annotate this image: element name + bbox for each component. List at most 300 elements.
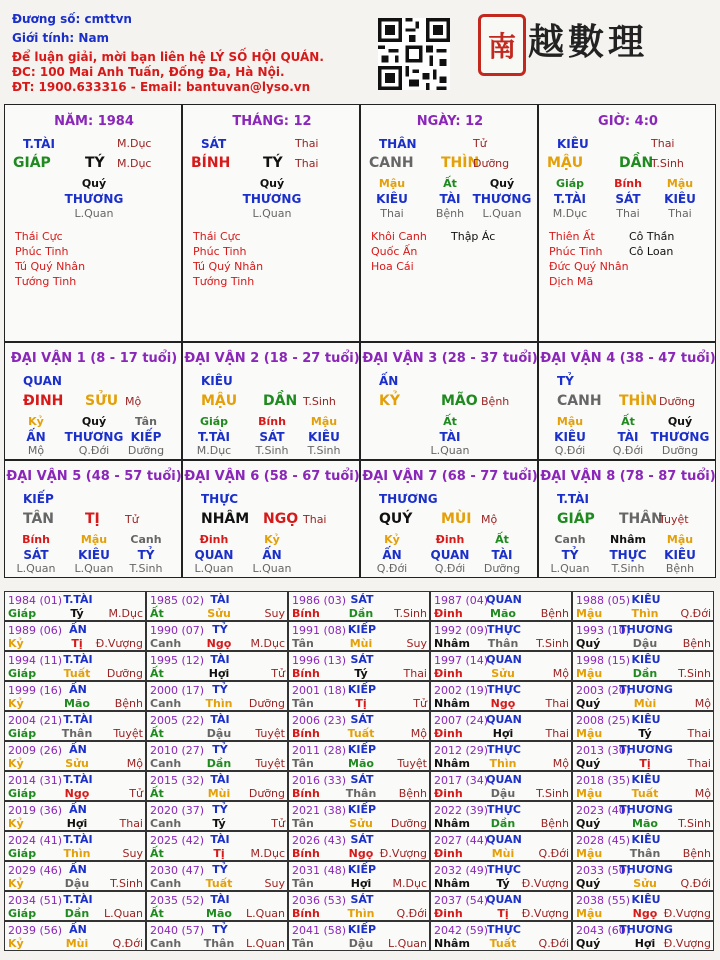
dai-van-branch: THÂN xyxy=(619,511,663,527)
dai-van-title: ĐẠI VẬN 5 (48 - 57 tuổi) xyxy=(6,469,182,484)
dai-van-state: Thai xyxy=(303,513,327,526)
year-stem: Bính xyxy=(292,787,320,800)
year-label: 2028 (45) xyxy=(576,834,631,847)
year-cell xyxy=(572,891,714,921)
year-cell xyxy=(4,651,146,681)
hidden-god: KIÊU xyxy=(78,548,110,562)
year-god: ẤN xyxy=(69,803,87,816)
year-branch: Sửu xyxy=(633,877,657,890)
year-state: Thai xyxy=(545,727,569,740)
year-label: 2001 (18) xyxy=(292,684,347,697)
year-stem: Đinh xyxy=(434,907,463,920)
year-god: ẤN xyxy=(69,683,87,696)
year-stem: Bính xyxy=(292,847,320,860)
hidden-stem: Ất xyxy=(495,533,509,546)
year-label: 2004 (21) xyxy=(8,714,63,727)
dai-van-god: THƯƠNG xyxy=(379,492,438,506)
year-cell xyxy=(572,591,714,621)
year-god: ẤN xyxy=(69,623,87,636)
year-stem: Nhâm xyxy=(434,697,470,710)
dai-van-branch: SỬU xyxy=(85,393,119,409)
year-state: Đ.Vượng xyxy=(663,937,711,950)
pillar-cell xyxy=(4,104,182,342)
year-label: 2023 (40) xyxy=(576,804,631,817)
hidden-stem: Bính xyxy=(614,177,642,190)
year-stem: Canh xyxy=(150,637,182,650)
year-stem: Bính xyxy=(292,607,320,620)
year-stem: Đinh xyxy=(434,727,463,740)
year-god: KIÊU xyxy=(631,773,661,786)
dai-van-state: Mộ xyxy=(481,513,498,526)
year-branch: Ngọ xyxy=(490,697,516,710)
year-god: THỰC xyxy=(487,623,521,636)
year-cell xyxy=(4,711,146,741)
year-god: QUAN xyxy=(486,773,522,786)
star-item: Dịch Mã xyxy=(549,275,594,288)
star-item: Thái Cực xyxy=(193,230,241,243)
year-label: 2043 (60) xyxy=(576,924,631,937)
dai-van-stem: MẬU xyxy=(201,393,238,409)
year-cell xyxy=(288,711,430,741)
star-item: Thiên Ất xyxy=(549,230,595,243)
year-branch: Thân xyxy=(629,847,661,860)
year-stem: Quý xyxy=(576,937,601,950)
year-cell xyxy=(4,771,146,801)
year-state: Đ.Vượng xyxy=(379,847,427,860)
pillar-god: T.TÀI xyxy=(23,137,55,151)
star-item: Khôi Canh xyxy=(371,230,427,243)
year-god: QUAN xyxy=(486,833,522,846)
year-stem: Ất xyxy=(150,667,164,680)
year-branch: Tị xyxy=(639,757,651,770)
hidden-state: Bệnh xyxy=(435,207,465,220)
year-god: THƯƠNG xyxy=(619,863,673,876)
year-branch: Mùi xyxy=(65,937,89,950)
year-god: TỶ xyxy=(212,863,228,876)
dai-van-title: ĐẠI VẬN 8 (78 - 87 tuổi) xyxy=(540,469,716,484)
year-state: Mộ xyxy=(552,757,569,770)
dai-van-stem: NHÂM xyxy=(201,511,250,527)
hidden-god: SÁT xyxy=(23,548,49,562)
year-label: 2022 (39) xyxy=(434,804,489,817)
year-cell xyxy=(288,891,430,921)
year-cell xyxy=(572,711,714,741)
year-god: THƯƠNG xyxy=(619,923,673,936)
year-label: 2026 (43) xyxy=(292,834,347,847)
year-branch: Dần xyxy=(632,667,658,680)
dai-van-branch: THÌN xyxy=(619,393,658,409)
year-label: 2035 (52) xyxy=(150,894,205,907)
year-cell xyxy=(572,621,714,651)
year-state: M.Dục xyxy=(392,877,427,890)
year-state: Thai xyxy=(403,667,427,680)
year-state: Q.Đới xyxy=(680,607,711,620)
year-state: Tử xyxy=(271,817,285,830)
year-cell xyxy=(430,891,572,921)
year-branch: Dậu xyxy=(64,877,90,890)
year-cell xyxy=(572,771,714,801)
hidden-god: THƯƠNG xyxy=(64,192,124,206)
year-cell xyxy=(288,861,430,891)
year-label: 2021 (38) xyxy=(292,804,347,817)
dai-van-stem: KỶ xyxy=(379,393,400,409)
hidden-stem: Ất xyxy=(443,177,457,190)
pillar-god: KIÊU xyxy=(557,137,589,151)
dai-van-branch: TỊ xyxy=(85,511,100,527)
year-stem: Bính xyxy=(292,667,320,680)
year-god: TỶ xyxy=(212,803,228,816)
year-state: Q.Đới xyxy=(396,907,427,920)
year-cell xyxy=(146,681,288,711)
hidden-god: SÁT xyxy=(615,192,641,206)
year-branch: Sửu xyxy=(491,667,515,680)
year-stem: Kỷ xyxy=(8,757,24,770)
hidden-god: KIẾP xyxy=(130,430,162,444)
pillar-branch: DẦN xyxy=(619,155,654,171)
pillar-cell xyxy=(538,104,716,342)
year-stem: Giáp xyxy=(8,787,37,800)
year-label: 2013 (30) xyxy=(576,744,631,757)
year-state: Q.Đới xyxy=(680,877,711,890)
year-stem: Bính xyxy=(292,727,320,740)
year-state: Tử xyxy=(413,697,427,710)
year-god: SÁT xyxy=(350,773,374,786)
year-cell xyxy=(430,741,572,771)
year-stem: Canh xyxy=(150,877,182,890)
year-cell xyxy=(146,891,288,921)
year-state: Tuyệt xyxy=(397,757,427,770)
pillar-stem: CANH xyxy=(369,155,414,171)
year-label: 2017 (34) xyxy=(434,774,489,787)
year-state: Suy xyxy=(264,877,285,890)
year-label: 2010 (27) xyxy=(150,744,205,757)
year-stem: Quý xyxy=(576,637,601,650)
dai-van-cell xyxy=(538,460,716,578)
year-stem: Đinh xyxy=(434,847,463,860)
pillar-stem: GIÁP xyxy=(13,155,51,171)
year-god: THỰC xyxy=(487,683,521,696)
hidden-god: THƯƠNG xyxy=(242,192,302,206)
hidden-god: ẤN xyxy=(382,548,402,562)
hidden-stem: Giáp xyxy=(199,415,229,428)
year-label: 1996 (13) xyxy=(292,654,347,667)
hidden-stem: Mậu xyxy=(310,415,338,428)
year-label: 1997 (14) xyxy=(434,654,489,667)
hidden-god: TÀI xyxy=(491,548,513,562)
year-label: 2036 (53) xyxy=(292,894,347,907)
year-label: 2016 (33) xyxy=(292,774,347,787)
pillar-branch-state: T.Sinh xyxy=(651,157,684,170)
year-label: 2042 (59) xyxy=(434,924,489,937)
hidden-stem: Quý xyxy=(81,415,107,428)
year-label: 2031 (48) xyxy=(292,864,347,877)
dai-van-cell xyxy=(360,342,538,460)
year-cell xyxy=(430,831,572,861)
year-stem: Tân xyxy=(292,877,314,890)
star-item: Tú Quý Nhân xyxy=(15,260,86,273)
year-label: 1992 (09) xyxy=(434,624,489,637)
year-state: Dưỡng xyxy=(248,697,285,710)
year-god: ẤN xyxy=(69,743,87,756)
dai-van-branch: MÙI xyxy=(441,511,472,527)
pillar-god: THÂN xyxy=(379,137,417,151)
year-stem: Canh xyxy=(150,817,182,830)
year-god: THỰC xyxy=(487,803,521,816)
year-stem: Nhâm xyxy=(434,877,470,890)
year-cell xyxy=(146,711,288,741)
dai-van-stem: GIÁP xyxy=(557,511,595,527)
year-state: Dưỡng xyxy=(106,667,143,680)
year-god: KIÊU xyxy=(631,653,661,666)
year-stem: Nhâm xyxy=(434,757,470,770)
year-state: Mộ xyxy=(410,727,427,740)
year-branch: Tuất xyxy=(631,787,659,800)
year-cell xyxy=(572,741,714,771)
year-label: 2018 (35) xyxy=(576,774,631,787)
year-stem: Giáp xyxy=(8,907,37,920)
hidden-god: KIÊU xyxy=(308,430,340,444)
year-label: 2014 (31) xyxy=(8,774,63,787)
year-stem: Ất xyxy=(150,787,164,800)
year-label: 2006 (23) xyxy=(292,714,347,727)
year-cell xyxy=(4,801,146,831)
hidden-stem: Ất xyxy=(621,415,635,428)
year-state: Đ.Vượng xyxy=(663,907,711,920)
hidden-god: THƯƠNG xyxy=(472,192,532,206)
year-branch: Mùi xyxy=(207,787,231,800)
year-state: Bệnh xyxy=(682,847,711,860)
hidden-stem: Đinh xyxy=(435,533,465,546)
dai-van-title: ĐẠI VẬN 6 (58 - 67 tuổi) xyxy=(184,469,360,484)
hidden-state: L.Quan xyxy=(252,562,292,575)
hidden-stem: Mậu xyxy=(556,415,584,428)
pillar-title: GIỜ: 4:0 xyxy=(598,114,658,129)
year-god: QUAN xyxy=(486,593,522,606)
hidden-god: TÀI xyxy=(439,430,461,444)
year-god: TÀI xyxy=(210,593,230,606)
year-cell xyxy=(430,861,572,891)
year-stem: Mậu xyxy=(576,907,603,920)
gender-line: Giới tính: Nam xyxy=(12,31,110,45)
year-stem: Mậu xyxy=(576,847,603,860)
dai-van-state: T.Sinh xyxy=(303,395,336,408)
dai-van-cell xyxy=(538,342,716,460)
year-stem: Ất xyxy=(150,907,164,920)
seal-logo: 南 xyxy=(478,14,526,76)
year-label: 2027 (44) xyxy=(434,834,489,847)
year-cell xyxy=(4,741,146,771)
star-item: Tướng Tinh xyxy=(15,275,77,288)
year-stem: Giáp xyxy=(8,607,37,620)
year-cell xyxy=(288,621,430,651)
year-stem: Nhâm xyxy=(434,817,470,830)
year-god: KIẾP xyxy=(347,623,377,636)
year-label: 2024 (41) xyxy=(8,834,63,847)
dai-van-cell xyxy=(182,342,360,460)
year-label: 2025 (42) xyxy=(150,834,205,847)
year-state: Tử xyxy=(271,667,285,680)
year-cell xyxy=(4,921,146,951)
hidden-state: Thai xyxy=(380,207,404,220)
pillar-branch: TÝ xyxy=(85,155,105,171)
year-branch: Dậu xyxy=(206,727,232,740)
year-branch: Thìn xyxy=(205,697,233,710)
hidden-stem: Quý xyxy=(259,177,285,190)
year-state: L.Quan xyxy=(104,907,143,920)
year-state: Đ.Vượng xyxy=(521,877,569,890)
year-stem: Mậu xyxy=(576,787,603,800)
year-god: TỶ xyxy=(212,923,228,936)
dai-van-god: TỶ xyxy=(557,374,574,388)
year-state: T.Sinh xyxy=(678,667,711,680)
year-label: 2040 (57) xyxy=(150,924,205,937)
year-branch: Dần xyxy=(348,607,374,620)
year-state: Q.Đới xyxy=(538,847,569,860)
year-stem: Nhâm xyxy=(434,637,470,650)
year-cell xyxy=(572,801,714,831)
year-cell xyxy=(4,891,146,921)
year-god: ẤN xyxy=(69,923,87,936)
year-cell xyxy=(4,831,146,861)
year-state: Dưỡng xyxy=(248,787,285,800)
year-branch: Mão xyxy=(348,757,374,770)
year-god: ẤN xyxy=(69,863,87,876)
header xyxy=(0,0,720,100)
year-state: Tử xyxy=(129,787,143,800)
year-cell xyxy=(146,831,288,861)
year-stem: Đinh xyxy=(434,667,463,680)
dai-van-title: ĐẠI VẬN 4 (38 - 47 tuổi) xyxy=(540,351,716,366)
year-branch: Mão xyxy=(64,697,90,710)
year-branch: Tuất xyxy=(489,937,517,950)
dai-van-stem: QUÝ xyxy=(379,511,413,527)
pillar-cell xyxy=(360,104,538,342)
hidden-state: Thai xyxy=(616,207,640,220)
year-label: 2032 (49) xyxy=(434,864,489,877)
year-branch: Dần xyxy=(490,817,516,830)
hidden-stem: Kỷ xyxy=(28,415,44,428)
year-god: QUAN xyxy=(486,653,522,666)
year-state: T.Sinh xyxy=(536,637,569,650)
year-label: 1993 (10) xyxy=(576,624,631,637)
dai-van-title: ĐẠI VẬN 3 (28 - 37 tuổi) xyxy=(362,351,538,366)
year-cell xyxy=(288,801,430,831)
hidden-stem: Mậu xyxy=(666,533,694,546)
year-label: 2038 (55) xyxy=(576,894,631,907)
year-cell xyxy=(288,741,430,771)
qr-code-icon xyxy=(378,18,450,90)
year-state: T.Sinh xyxy=(110,877,143,890)
year-state: Thai xyxy=(687,727,711,740)
year-god: QUAN xyxy=(486,713,522,726)
year-god: QUAN xyxy=(486,893,522,906)
hidden-state: Q.Đới xyxy=(78,444,110,457)
hidden-state: T.Sinh xyxy=(255,444,289,457)
year-branch: Sửu xyxy=(207,607,231,620)
year-label: 2005 (22) xyxy=(150,714,205,727)
year-branch: Tý xyxy=(496,877,510,890)
year-stem: Đinh xyxy=(434,787,463,800)
year-stem: Kỷ xyxy=(8,937,24,950)
year-branch: Ngọ xyxy=(206,637,232,650)
year-god: KIÊU xyxy=(631,833,661,846)
hidden-state: L.Quan xyxy=(430,444,470,457)
year-label: 2015 (32) xyxy=(150,774,205,787)
hidden-god: TỶ xyxy=(561,548,579,562)
pillar-god: SÁT xyxy=(201,137,227,151)
hidden-state: T.Sinh xyxy=(307,444,341,457)
year-god: SÁT xyxy=(350,893,374,906)
pillar-god-state: Tử xyxy=(473,137,487,150)
year-cell xyxy=(146,861,288,891)
hidden-god: T.TÀI xyxy=(554,192,586,206)
year-cell xyxy=(146,921,288,951)
hidden-god: QUAN xyxy=(194,548,234,562)
year-branch: Tuất xyxy=(347,727,375,740)
hidden-state: Dưỡng xyxy=(661,444,699,457)
hidden-stem: Bính xyxy=(258,415,286,428)
year-branch: Mùi xyxy=(349,637,373,650)
year-state: M.Dục xyxy=(250,637,285,650)
year-god: THƯƠNG xyxy=(619,743,673,756)
year-state: Tuyệt xyxy=(255,727,285,740)
year-label: 1989 (06) xyxy=(8,624,63,637)
year-stem: Ất xyxy=(150,847,164,860)
year-state: T.Sinh xyxy=(536,787,569,800)
dai-van-state: Mộ xyxy=(125,395,142,408)
year-cell xyxy=(4,861,146,891)
year-label: 1995 (12) xyxy=(150,654,205,667)
year-label: 2002 (19) xyxy=(434,684,489,697)
year-cell xyxy=(146,651,288,681)
hidden-god: THỰC xyxy=(609,548,647,562)
year-god: THỰC xyxy=(487,863,521,876)
star-item: Phúc Tinh xyxy=(193,245,247,258)
year-cell xyxy=(572,831,714,861)
year-label: 2003 (20) xyxy=(576,684,631,697)
year-god: TỶ xyxy=(212,623,228,636)
year-state: Suy xyxy=(264,607,285,620)
pillar-branch: TÝ xyxy=(263,155,283,171)
year-cell xyxy=(288,771,430,801)
dai-van-god: QUAN xyxy=(23,374,62,388)
hidden-god: ẤN xyxy=(262,548,282,562)
contact-invite-line: Để luận giải, mời bạn liên hệ LÝ SỐ HỘI QUÁN. xyxy=(12,50,324,64)
year-cell xyxy=(288,651,430,681)
year-branch: Hợi xyxy=(634,937,656,950)
year-god: T.TÀI xyxy=(63,833,93,846)
year-god: T.TÀI xyxy=(63,653,93,666)
dai-van-god: THỰC xyxy=(201,492,239,506)
year-cell xyxy=(430,771,572,801)
year-god: SÁT xyxy=(350,713,374,726)
year-label: 2039 (56) xyxy=(8,924,63,937)
year-god: TÀI xyxy=(210,893,230,906)
year-state: Thai xyxy=(687,757,711,770)
year-stem: Ất xyxy=(150,607,164,620)
address-line: ĐC: 100 Mai Anh Tuấn, Đống Đa, Hà Nội. xyxy=(12,65,285,79)
year-stem: Quý xyxy=(576,877,601,890)
year-god: TÀI xyxy=(210,713,230,726)
year-branch: Tị xyxy=(355,697,367,710)
year-branch: Tý xyxy=(354,667,368,680)
year-label: 1991 (08) xyxy=(292,624,347,637)
dai-van-god: ẤN xyxy=(379,374,399,388)
hidden-state: L.Quan xyxy=(252,207,292,220)
year-branch: Hợi xyxy=(66,817,88,830)
hidden-stem: Mậu xyxy=(666,177,694,190)
year-state: Suy xyxy=(122,847,143,860)
